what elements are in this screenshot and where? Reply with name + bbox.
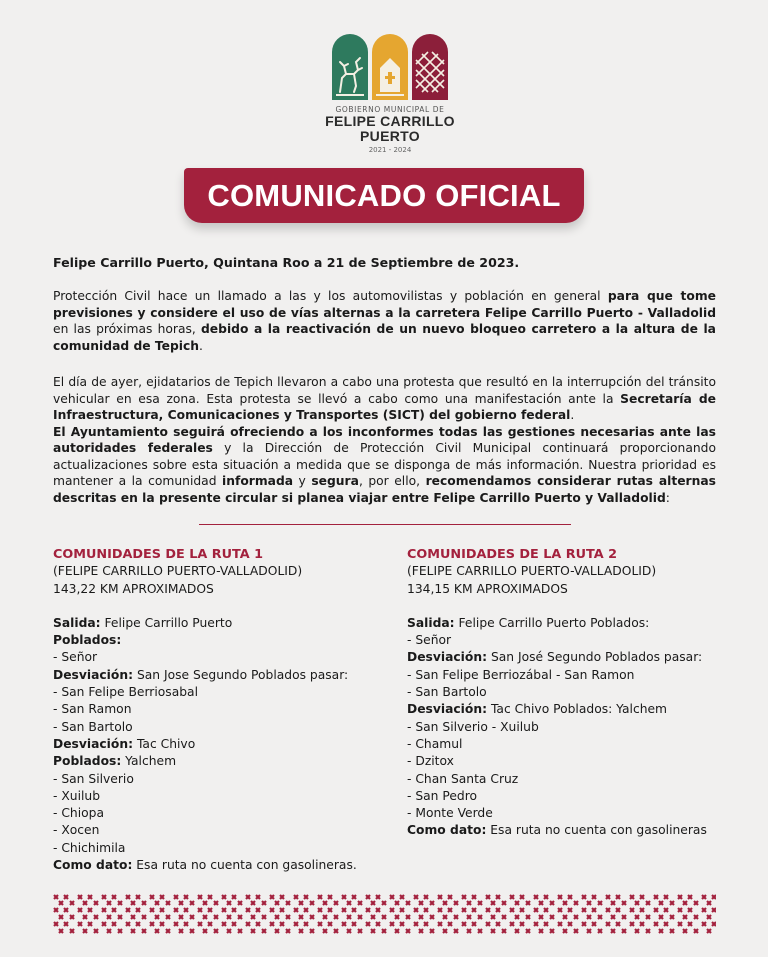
list-item: - Xuilub [53,788,100,803]
departure-label: Salida: [407,615,455,630]
detour-label: Desviación: [407,702,488,717]
paragraph-bold-text: recomendamos considerar rutas alternas descritas en la presente circular si planea viajar entre Felipe Carrillo Puerto y Valladolid [53,474,716,505]
logo-municipality-name-line2: PUERTO [360,128,420,144]
departure-label: Salida: [53,615,101,630]
route-2-distance: 134,15 KM APROXIMADOS [407,581,568,596]
paragraph-text: : [665,490,670,505]
detour-value: Tac Chivo Poblados: Yalchem [487,702,668,717]
paragraph-1 [53,288,716,354]
paragraph-text: y la Dirección de Protección Civil Municipal continuará proporcionando actualizaciones sobre esta situación a medida que se disponga de más información. Nuestra prioridad es mantener a la comunidad [53,441,716,488]
logo-years: 2021 - 2024 [368,146,412,154]
route-1-towns-2 [53,753,383,770]
date-line: Felipe Carrillo Puerto, Quintana Roo a 21 de Septiembre de 2023. [53,255,520,270]
note-value: Esa ruta no cuenta con gasolineras. [132,858,357,873]
route-1-detour-1 [53,667,383,684]
list-item: - Chan Santa Cruz [407,771,519,786]
route-1-title: COMUNIDADES DE LA RUTA 1 [53,547,264,562]
paragraph-2 [53,374,716,506]
paragraph-bold-text: Secretaría de Infraestructura, Comunicaciones y Transportes (SICT) del gobierno federal [53,391,716,422]
route-1-distance: 143,22 KM APROXIMADOS [53,581,214,596]
title-banner [184,168,584,223]
list-item: - Chamul [407,736,463,751]
paragraph-text: , por ello, [358,474,426,488]
note-label: Como dato: [53,858,133,873]
list-item: - San Pedro [407,788,478,803]
list-item: - San Silverio [53,771,134,786]
route-2-subtitle: (FELIPE CARRILLO PUERTO-VALLADOLID) [407,564,657,579]
deer-icon [332,34,368,100]
embroidery-pattern-footer [52,893,716,935]
towns-value: Yalchem [121,754,177,769]
list-item: - Dzitox [407,754,454,769]
route-1-detour-2 [53,736,383,753]
paragraph-bold-text: El Ayuntamiento seguirá ofreciendo a los inconformes todas las gestiones necesarias ante las autoridades federales [53,424,716,455]
detour-label: Desviación: [407,650,488,665]
municipal-logo [315,30,465,154]
route-2-detour-2 [407,701,727,718]
departure-value: Felipe Carrillo Puerto [100,615,233,630]
departure-value: Felipe Carrillo Puerto Poblados: [454,615,650,630]
route-1-departure [53,615,383,632]
towns-label: Poblados: [53,754,122,769]
paragraph-bold-text: para que tome previsiones y considere el uso de vías alternas a la carretera Felipe Carrillo Puerto - Valladolid [53,289,716,320]
route-2-column [407,546,727,840]
paragraph-text: y [293,474,312,488]
list-item: - Chichimila [53,840,126,855]
note-value: Esa ruta no cuenta con gasolineras [486,823,707,838]
list-item: - San Silverio - Xuilub [407,719,539,734]
list-item: - Monte Verde [407,806,493,821]
route-1-towns-label [53,632,383,649]
list-item: - San Felipe Berriosabal [53,685,199,700]
paragraph-bold-text: segura [311,474,359,488]
paragraph-bold-text: informada [222,474,294,488]
church-icon [372,34,408,100]
detour-label: Desviación: [53,667,134,682]
paragraph-text: Protección Civil hace un llamado a las y los automovilistas y población en general [53,289,608,303]
route-2-note [407,822,727,839]
logo-arches [330,30,450,100]
detour-label: Desviación: [53,736,134,751]
list-item: - San Bartolo [407,685,487,700]
paragraph-text: . [199,338,203,353]
route-1-note [53,857,383,874]
towns-label: Poblados: [53,633,122,648]
list-item: - San Ramon [53,702,132,717]
route-2-departure [407,615,727,632]
lattice-pattern-icon [412,34,448,100]
page-title: COMUNICADO OFICIAL [207,177,561,213]
paragraph-text: El día de ayer, ejidatarios de Tepich llevaron a cabo una protesta que resultó en la interrupción del tránsito vehicular en esa zona. Esta protesta se llevó a cabo como una manifestación ante la [53,375,716,406]
list-item: - San Bartolo [53,719,133,734]
list-item: - Chiopa [53,806,105,821]
paragraph-text: en las próximas horas, [53,322,201,336]
detour-value: San Jose Segundo Poblados pasar: [133,667,349,682]
list-item: - San Felipe Berriozábal - San Ramon [407,667,635,682]
detour-value: San José Segundo Poblados pasar: [487,650,703,665]
list-item: - Señor [407,633,452,648]
paragraph-text: . [570,408,575,422]
paragraph-bold-text: debido a la reactivación de un nuevo bloqueo carretero a la altura de la comunidad de Tepich [53,322,716,353]
section-divider [199,524,571,525]
logo-municipality-name-line1: FELIPE CARRILLO [325,113,455,129]
route-2-detour-1 [407,649,727,666]
route-1-column [53,546,383,874]
list-item: - Señor [53,650,98,665]
route-1-subtitle: (FELIPE CARRILLO PUERTO-VALLADOLID) [53,564,303,579]
list-item: - Xocen [53,823,100,838]
detour-value: Tac Chivo [133,736,196,751]
route-2-title: COMUNIDADES DE LA RUTA 2 [407,547,618,562]
logo-government-label: GOBIERNO MUNICIPAL DE [335,105,445,114]
note-label: Como dato: [407,823,487,838]
